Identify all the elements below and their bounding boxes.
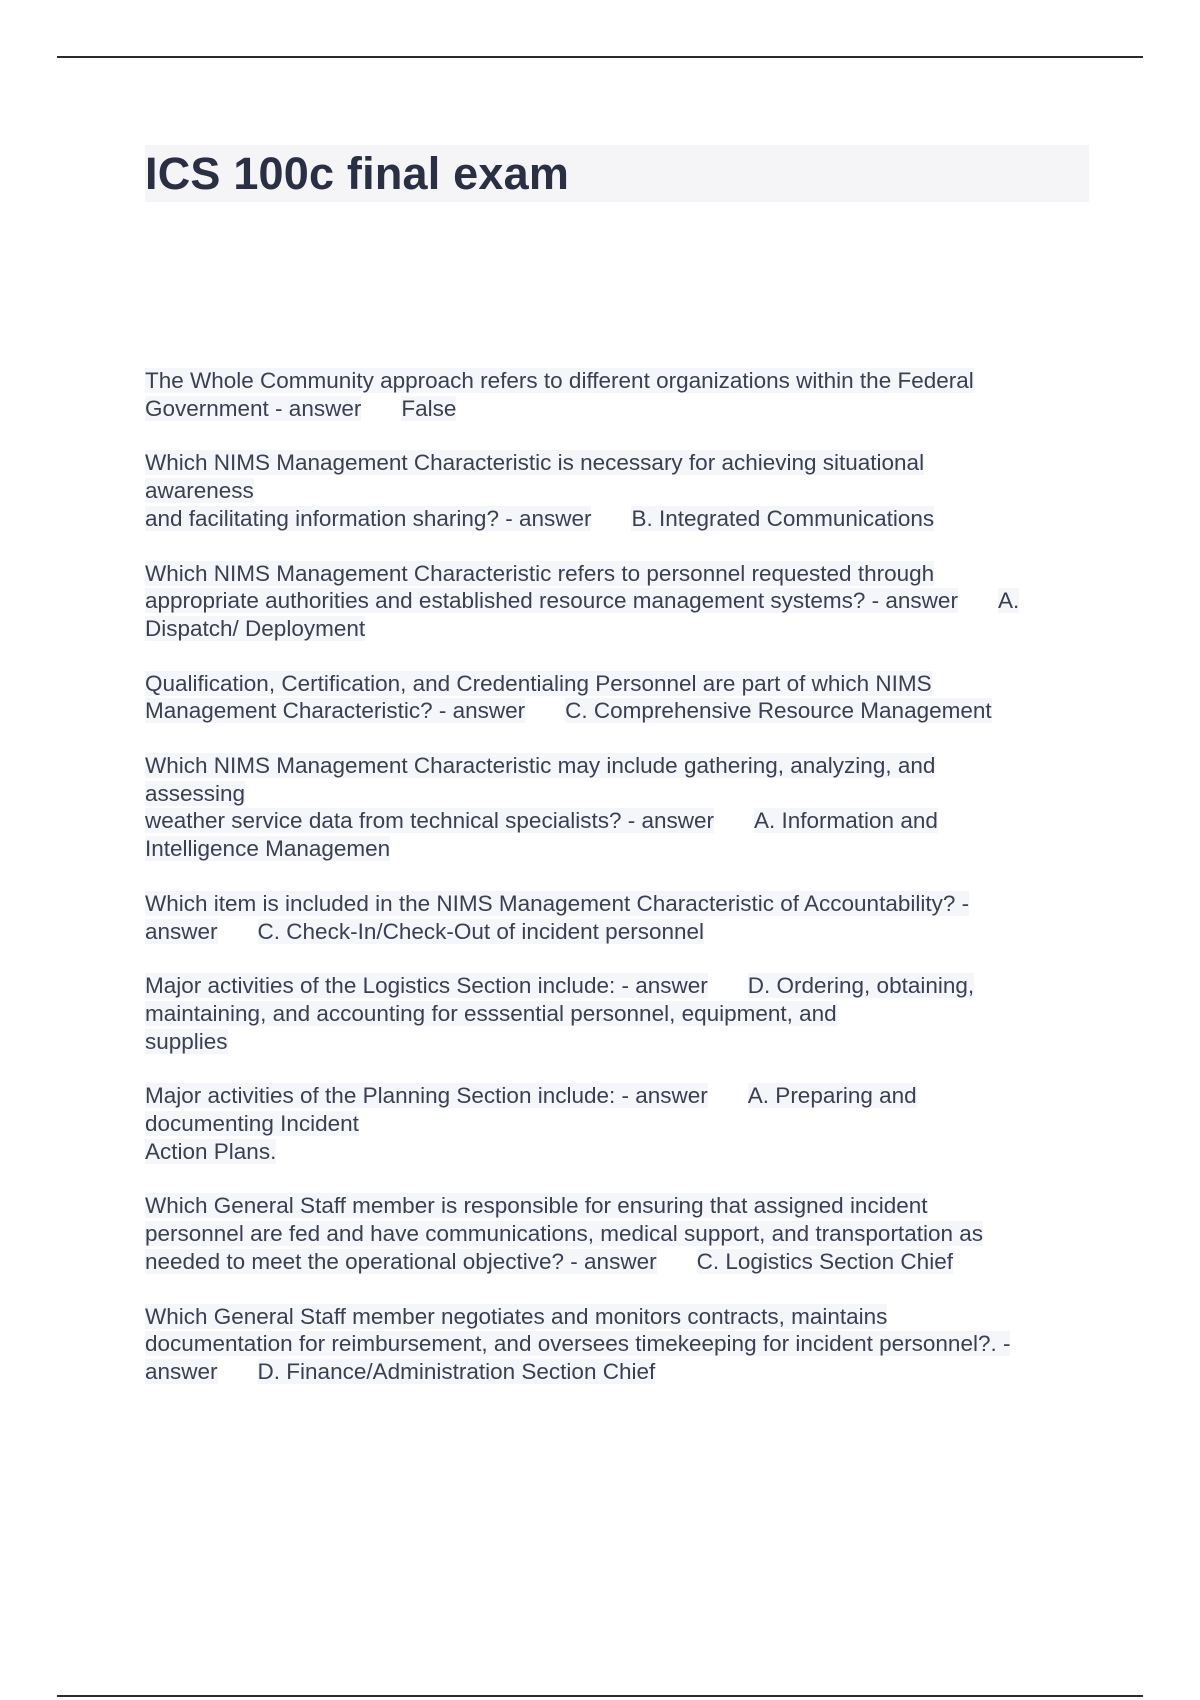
question-item bbox=[145, 1192, 1085, 1275]
question-text: needed to meet the operational objective? - answer bbox=[145, 1248, 657, 1274]
answer-text: C. Check-In/Check-Out of incident personnel bbox=[257, 918, 705, 944]
answer-text: Action Plans. bbox=[145, 1138, 277, 1164]
answer-text: C. Comprehensive Resource Management bbox=[565, 698, 992, 724]
question-text: Which NIMS Management Characteristic refers to personnel requested through bbox=[145, 560, 935, 586]
question-item bbox=[145, 670, 1085, 725]
question-item bbox=[145, 890, 1085, 945]
answer-text: Intelligence Managemen bbox=[145, 836, 391, 862]
answer-text: A. Information and bbox=[754, 808, 938, 834]
answer-text: A. Preparing and bbox=[747, 1083, 917, 1109]
question-text: Which item is included in the NIMS Management Characteristic of Accountability? - bbox=[145, 890, 970, 916]
question-text: personnel are fed and have communications, medical support, and transportation as bbox=[145, 1221, 983, 1247]
answer-text: supplies bbox=[145, 1028, 228, 1054]
question-item bbox=[145, 367, 1085, 422]
question-text: The Whole Community approach refers to different organizations within the Federal bbox=[145, 368, 974, 393]
question-text: Management Characteristic? - answer bbox=[145, 698, 526, 724]
question-text: and facilitating information sharing? - answer bbox=[145, 505, 592, 531]
answer-text: B. Integrated Communications bbox=[631, 505, 935, 531]
question-text: Which NIMS Management Characteristic may include gathering, analyzing, and bbox=[145, 753, 936, 779]
question-text: appropriate authorities and established resource management systems? - answer bbox=[145, 588, 958, 614]
answer-text: A. bbox=[997, 588, 1020, 614]
top-rule bbox=[57, 56, 1143, 58]
question-item bbox=[145, 449, 1085, 532]
question-text: Which NIMS Management Characteristic is necessary for achieving situational bbox=[145, 450, 925, 476]
question-text: answer bbox=[145, 918, 218, 944]
answer-text: maintaining, and accounting for esssential personnel, equipment, and bbox=[145, 1000, 837, 1026]
question-text: Major activities of the Planning Section include: - answer bbox=[145, 1083, 708, 1109]
answer-text: D. Ordering, obtaining, bbox=[747, 973, 975, 999]
answer-text: C. Logistics Section Chief bbox=[696, 1248, 953, 1274]
question-text: Qualification, Certification, and Credentialing Personnel are part of which NIMS bbox=[145, 670, 932, 696]
question-item bbox=[145, 752, 1085, 863]
bottom-rule bbox=[57, 1695, 1143, 1697]
question-text: assessing bbox=[145, 780, 246, 806]
question-text: awareness bbox=[145, 478, 254, 504]
question-item bbox=[145, 560, 1085, 643]
question-list bbox=[145, 367, 1085, 1413]
question-text: Which General Staff member is responsible for ensuring that assigned incident bbox=[145, 1193, 928, 1219]
answer-text: False bbox=[401, 395, 457, 421]
answer-text: documenting Incident bbox=[145, 1111, 359, 1137]
question-item bbox=[145, 1303, 1085, 1386]
question-item bbox=[145, 972, 1085, 1055]
question-text: documentation for reimbursement, and oversees timekeeping for incident personnel?. - bbox=[145, 1331, 1011, 1357]
question-text: Which General Staff member negotiates and monitors contracts, maintains bbox=[145, 1303, 888, 1329]
question-text: weather service data from technical specialists? - answer bbox=[145, 808, 714, 834]
answer-text: Dispatch/ Deployment bbox=[145, 615, 366, 641]
question-item bbox=[145, 1082, 1085, 1165]
question-text: Major activities of the Logistics Section include: - answer bbox=[145, 973, 708, 999]
question-text: answer bbox=[145, 1358, 218, 1384]
answer-text: D. Finance/Administration Section Chief bbox=[257, 1358, 656, 1384]
document-title: ICS 100c final exam bbox=[145, 148, 570, 199]
question-text: Government - answer bbox=[145, 395, 362, 421]
